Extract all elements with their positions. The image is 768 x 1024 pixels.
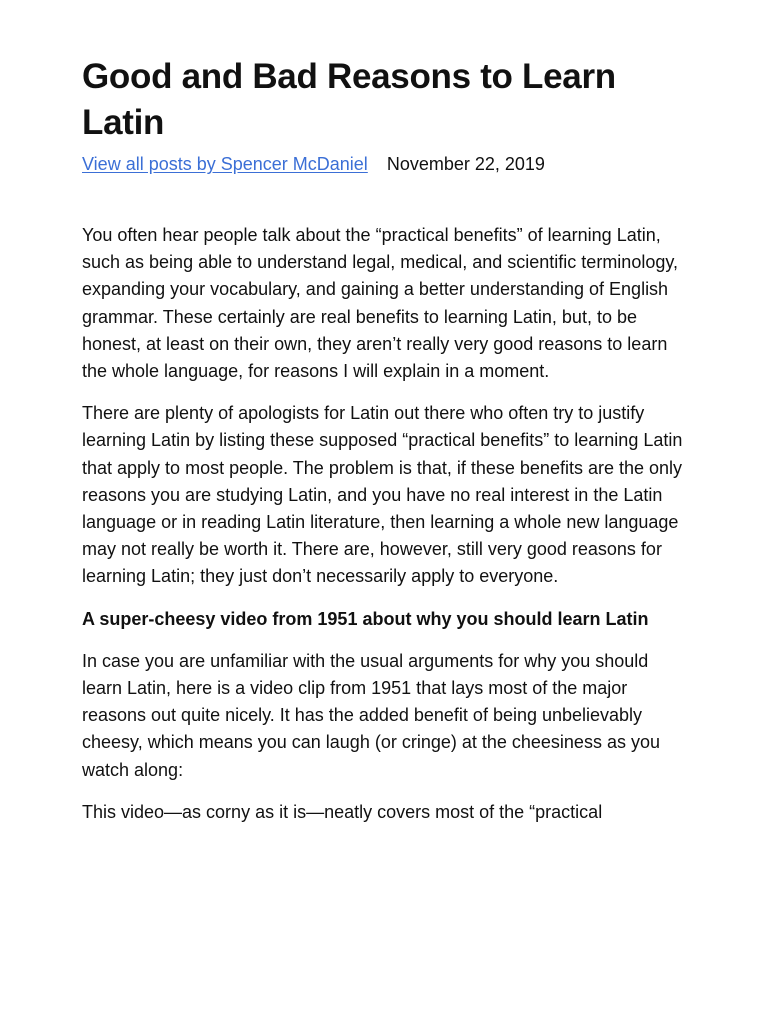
paragraph: You often hear people talk about the “practical benefits” of learning Latin, such as being able to understand legal, medical, and scientific terminology, expanding your vocabulary, and gaining a better understanding of English grammar. These certainly are real benefits to learning Latin, but, to be honest, at least on their own, they aren’t really very good reasons to learn the whole language, for reasons I will explain in a moment. bbox=[82, 225, 679, 382]
post-date: November 22, 2019 bbox=[386, 154, 545, 174]
article-body bbox=[82, 222, 692, 826]
author-posts-link[interactable]: View all posts by Spencer McDaniel bbox=[82, 154, 368, 174]
paragraph: This video—as corny as it is—neatly covers most of the “practical bbox=[82, 801, 603, 822]
paragraph: In case you are unfamiliar with the usual arguments for why you should learn Latin, here is a video clip from 1951 that lays most of the major reasons out quite nicely. It has the added benefit of being unbelievably cheesy, which means you can laugh (or cringe) at the cheesiness as you watch along: bbox=[82, 650, 660, 780]
page-title: Good and Bad Reasons to Learn Latin bbox=[82, 57, 616, 142]
post-meta bbox=[82, 150, 692, 178]
paragraph: There are plenty of apologists for Latin out there who often try to justify learning Latin by listing these supposed “practical benefits” to learning Latin that apply to most people. The problem is that, if these benefits are the only reasons you are studying Latin, and you have no real interest in the Latin language or in reading Latin literature, then learning a whole new language may not really be worth it. There are, however, still very good reasons for learning Latin; they just don’t necessarily apply to everyone. bbox=[82, 403, 683, 587]
article bbox=[82, 0, 692, 826]
section-heading: A super-cheesy video from 1951 about why you should learn Latin bbox=[82, 608, 649, 629]
